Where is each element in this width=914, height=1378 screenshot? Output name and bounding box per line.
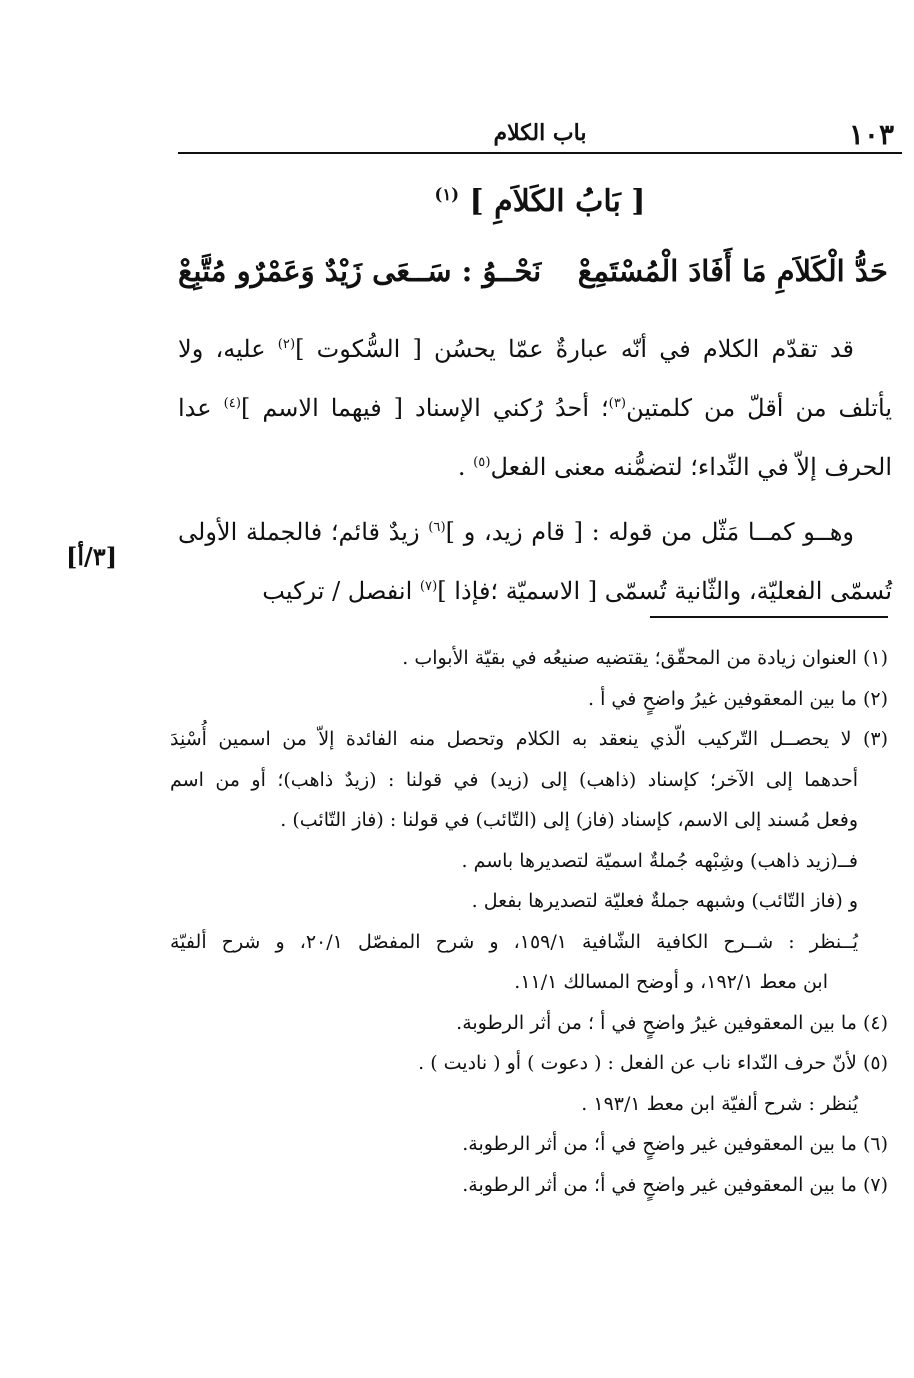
footnote-ref: (٥) xyxy=(473,455,491,470)
verse-second-hemistich: نَحْــوُ : سَــعَى زَيْدٌ وَعَمْرٌو مُتَّبِعْ xyxy=(178,254,542,288)
text-run: وهــو كمــا مَثّل من قوله : [ قام زيد، و ] xyxy=(445,518,855,546)
text-run: ؛ أحدُ رُكني الإسناد [ فيهما الاسم ] xyxy=(240,394,609,422)
text-run: عدا الحرف إلاّ في النِّداء؛ لتضمُّنه معنى الفعل xyxy=(178,394,892,481)
footnote-ref: (١) xyxy=(434,185,460,204)
manuscript-folio-mark: [٣/أ] xyxy=(66,542,118,571)
footnote-ref: (٢) xyxy=(277,337,296,352)
footnote-3-line: أحدهما إلى الآخر؛ كإسناد (ذاهب) إلى (زيد) في قولنا : (زيدٌ ذاهب)؛ أو من اسم xyxy=(170,768,858,791)
paragraph xyxy=(178,503,892,621)
footnotes xyxy=(170,638,888,1205)
chapter-title-text: [ بَابُ الكَلاَمِ ] xyxy=(469,184,646,219)
footnote-ref: (٧) xyxy=(419,579,438,594)
main-text xyxy=(178,320,892,621)
footnote-text: لأنّ حرف النّداء ناب عن الفعل : ( دعوت ) أو ( ناديت ) . xyxy=(418,1052,857,1074)
footnote-3-line: فــ(زيد ذاهب) وشِبْهه جُملةٌ اسميّة لتصديرها باسم . xyxy=(461,849,858,872)
footnote-text: ما بين المعقوفين غير واضحٍ في أ؛ من أثر الرطوبة. xyxy=(462,1173,857,1196)
footnote-1 xyxy=(170,638,888,679)
verse xyxy=(178,254,888,300)
footnote-ref: (٦) xyxy=(428,520,446,535)
footnote-6 xyxy=(170,1124,888,1165)
page-number: ١٠٣ xyxy=(848,118,894,151)
footnote-3-line: وفعل مُسند إلى الاسم، كإسناد (فاز) إلى (التّائب) في قولنا : (فاز التّائب) . xyxy=(280,809,858,831)
footnote-divider xyxy=(650,616,888,618)
footnote-3-line: ابن معط ١٩٢/١، و أوضح المسالك ١١/١. xyxy=(514,971,828,993)
footnote-number: (٤) xyxy=(862,1011,888,1034)
running-header xyxy=(178,118,902,154)
footnote-text: ما بين المعقوفين غير واضحٍ في أ؛ من أثر الرطوبة. xyxy=(462,1133,857,1155)
text-run: . xyxy=(457,453,474,481)
text-run: قد تقدّم الكلام في أنّه عبارةٌ عمّا يحسُن [ السُّكوت ] xyxy=(295,335,854,363)
footnote-number: (٦) xyxy=(862,1133,888,1155)
footnote-4 xyxy=(170,1003,888,1044)
verse-first-hemistich: حَدُّ الْكَلاَمِ مَا أَفَادَ الْمُسْتَمِعْ xyxy=(577,254,888,288)
footnote-ref: (٣) xyxy=(608,396,627,411)
footnote-3-line: يُــنظر : شــرح الكافية الشّافية ١٥٩/١، و شرح المفصّل ٢٠/١، و شرح ألفيّة xyxy=(170,930,858,953)
text-run: انفصل / تركيب xyxy=(262,577,420,605)
paragraph xyxy=(178,320,892,497)
footnote-text: ما بين المعقوفين غيرُ واضحٍ في أ . xyxy=(587,687,857,710)
running-chapter-title: باب الكلام xyxy=(493,120,587,146)
footnote-3-line: و (فاز التّائب) وشبهه جملةٌ فعليّة لتصديرها بفعل . xyxy=(471,890,858,912)
footnote-number: (١) xyxy=(862,647,888,669)
text-run: زيدٌ قائم؛ فالجملة الأولى تُسمّى الفعليّة، والثّانية تُسمّى [ الاسميّة ؛فإذا ] xyxy=(178,518,892,605)
footnote-5 xyxy=(170,1043,888,1084)
footnote-text: ما بين المعقوفين غيرُ واضحٍ في أ ؛ من أثر الرطوبة. xyxy=(456,1011,857,1034)
footnote-number: (٣) xyxy=(862,728,889,750)
footnote-ref: (٤) xyxy=(223,396,241,411)
text-run: عليه، ولا يأتلف من أقلّ من كلمتين xyxy=(178,335,893,422)
chapter-title xyxy=(178,184,902,219)
footnote-number: (٧) xyxy=(862,1173,888,1196)
footnote-7 xyxy=(170,1165,888,1206)
footnote-2 xyxy=(170,679,888,720)
footnote-number: (٢) xyxy=(862,687,888,710)
footnote-text: العنوان زيادة من المحقّق؛ يقتضيه صنيعُه في بقيّة الأبواب . xyxy=(402,647,857,669)
footnote-5-line: يُنظر : شرح ألفيّة ابن معط ١٩٣/١ . xyxy=(581,1092,858,1115)
footnote-text: لا يحصــل التّركيب الّذي ينعقد به الكلام وتحصل منه الفائدة إلاّ من اسمين أُسْنِدَ xyxy=(170,728,852,750)
footnote-3 xyxy=(170,719,888,760)
footnote-number: (٥) xyxy=(862,1052,888,1074)
